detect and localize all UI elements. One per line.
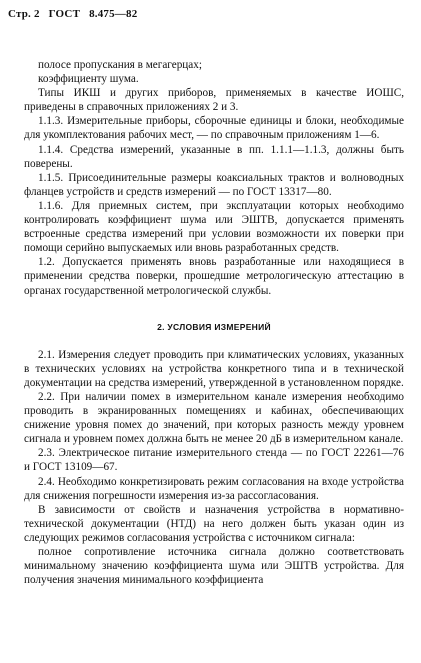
section-heading: 2. УСЛОВИЯ ИЗМЕРЕНИЙ: [157, 321, 271, 332]
paragraph: 1.1.4. Средства измерений, указанные в пп. 1.1.1—1.1.3, должны быть поверены.: [24, 143, 404, 170]
text-line: коэффициенту шума.: [38, 73, 139, 86]
page-header: [8, 8, 143, 20]
paragraph: В зависимости от свойств и назначения устройства в нормативно-технической документации (НТД) на него должен быть указан один из следующих режимов согласования устройства с источником сигнала:: [24, 503, 404, 544]
paragraph: Типы ИКШ и других приборов, применяемых в качестве ИОШС, приведены в справочных приложениях 2 и 3.: [24, 87, 404, 114]
standard-number: 8.475—82: [89, 8, 138, 20]
document-body: [24, 58, 404, 587]
paragraph: 1.1.5. Присоединительные размеры коаксиальных трактов и волноводных фланцев устройств и средств измерений — по ГОСТ 13317—80.: [24, 171, 404, 198]
paragraph: 2.4. Необходимо конкретизировать режим согласования на входе устройства для снижения погрешности измерения из-за рассогласования.: [24, 475, 404, 502]
paragraph: 1.1.6. Для приемных систем, при эксплуатации которых необходимо контролировать коэффициент шума или ЭШТВ, допускается применять встроенные средства измерений при условии возможности их поверки при помощи серийно выпускаемых или вновь разработанных средств.: [24, 199, 404, 255]
paragraph: 2.1. Измерения следует проводить при климатических условиях, указанных в технических условиях на устройства конкретного типа и в технической документации на средства измерений, утвержденной в установленном порядке.: [24, 348, 404, 389]
paragraph: 1.1.3. Измерительные приборы, сборочные единицы и блоки, необходимые для укомплектования рабочих мест, — по справочным приложениям 1—6.: [24, 115, 404, 142]
text-line: полосе пропускания в мегагерцах;: [38, 59, 202, 71]
page-number: Стр. 2: [8, 8, 40, 20]
paragraph: 2.2. При наличии помех в измерительном канале измерения необходимо проводить в экранированных помещениях и кабинах, обеспечивающих снижение уровня помех до значений, при которых разность между уровнем сигнала и уровнем помех должна быть не менее 20 дБ в измерительном канале.: [24, 390, 404, 446]
standard-label: ГОСТ: [48, 8, 81, 20]
paragraph: 1.2. Допускается применять вновь разработанные или находящиеся в применении средства поверки, прошедшие метрологическую аттестацию в органах государственной метрологической службы.: [24, 256, 404, 297]
paragraph: полное сопротивление источника сигнала должно соответствовать минимальному значению коэффициента шума или ЭШТВ устройства. Для получения значения минимального коэффициента: [24, 546, 404, 587]
paragraph: 2.3. Электрическое питание измерительного стенда — по ГОСТ 22261—76 и ГОСТ 13109—67.: [24, 447, 404, 474]
